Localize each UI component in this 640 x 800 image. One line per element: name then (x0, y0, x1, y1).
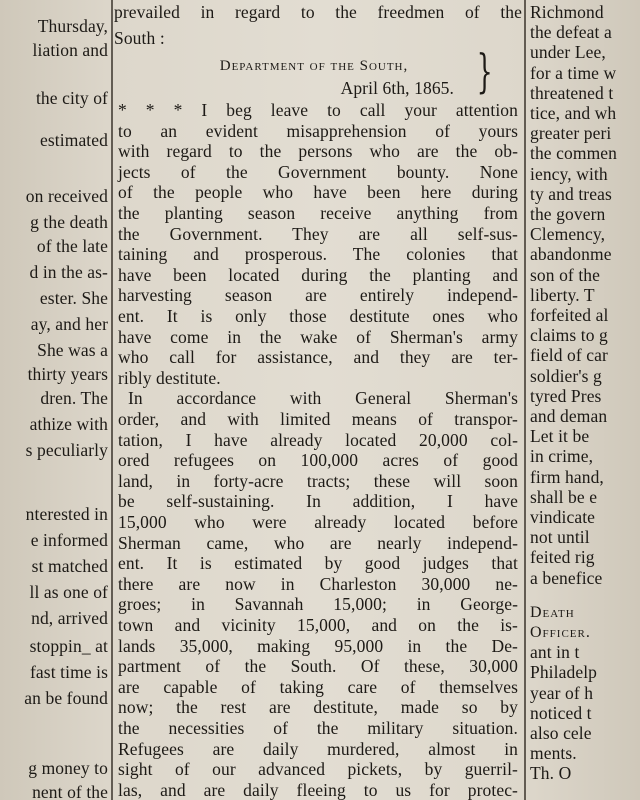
left-column (0, 0, 110, 800)
text-line: for a time w (530, 62, 617, 83)
text-line: d in the as- (29, 262, 108, 282)
text-line: Th. O (530, 763, 572, 784)
body-line: groes; in Savannah 15,000; in George- (118, 594, 518, 615)
text-line: stoppin_ at (29, 636, 108, 656)
text-line: Philadelp (530, 662, 598, 683)
body-line: partment of the South. Of these, 30,000 (118, 656, 518, 677)
text-line: ester. She (39, 288, 108, 308)
body-line: * * * I beg leave to call your attention (118, 100, 518, 120)
text-line: son of the (530, 264, 601, 285)
body-line: be self-sustaining. In addition, I have (118, 491, 518, 512)
text-line: g money to (28, 758, 108, 778)
dateline-brace: } (476, 44, 493, 98)
text-line: s peculiarly (25, 440, 108, 460)
text-line: She was a (37, 340, 108, 360)
body-line: of the people who have been here during (118, 182, 518, 203)
text-line: tice, and wh (530, 103, 617, 123)
text-line: ll as one of (29, 582, 108, 602)
text-line: a benefice (530, 567, 603, 588)
body-line: lands 35,000, making 95,000 in the De- (118, 635, 518, 656)
text-line: and deman (530, 406, 608, 426)
body-line: taining and prosperous. The colonies that (118, 244, 518, 265)
text-line: g the death (30, 212, 108, 232)
intro-line: South : (114, 28, 165, 48)
text-line: dren. The (40, 388, 108, 408)
text-line: forfeited al (530, 305, 609, 325)
text-line: Clemency, (530, 224, 606, 245)
text-line: shall be e (530, 486, 598, 507)
column-rule-left (111, 0, 113, 800)
text-line: athize with (29, 414, 108, 434)
text-line: the commen (530, 143, 618, 164)
body-line: with regard to the persons who are the ob- (118, 141, 518, 162)
body-line: ribly destitute. (118, 367, 221, 388)
body-line: land, in forty-acre tracts; these will soon (118, 470, 518, 491)
body-line: are capable of taking care of themselves (118, 676, 518, 697)
body-line: ored refugees on 100,000 acres of good (118, 450, 518, 471)
text-line: nent of the (32, 782, 108, 800)
body-line: Refugees are daily murdered, almost in (118, 738, 518, 759)
text-line: liberty. T (530, 284, 595, 305)
body-line: there are now in Charleston 30,000 ne- (118, 573, 518, 594)
intro-line: prevailed in regard to the freedmen of the (114, 2, 522, 22)
body-line: to an evident misapprehension of yours (118, 120, 518, 141)
dateline-place: Department of the South, (219, 58, 409, 74)
text-line: soldier's g (530, 365, 602, 386)
text-line: ty and treas (530, 183, 612, 204)
dateline-date: April 6th, 1865. (340, 78, 454, 98)
body-line: town and vicinity 15,000, and on the is- (118, 615, 518, 635)
text-line: claims to g (530, 325, 608, 346)
text-line: Thursday, (37, 16, 108, 36)
section-heading: Officer. (530, 624, 591, 641)
text-line: the city of (35, 88, 108, 108)
text-line: Let it be (530, 426, 590, 447)
text-line: under Lee, (530, 42, 606, 63)
text-line: fast time is (30, 662, 108, 682)
text-line: feited rig (530, 547, 595, 568)
body-line: now; the rest are destitute, made so by (118, 697, 518, 718)
column-rule-right (524, 0, 526, 800)
text-line: not until (530, 527, 590, 548)
body-line: have come in the wake of Sherman's army (118, 326, 518, 347)
text-line: ay, and her (30, 314, 108, 334)
text-line: the defeat a (530, 22, 612, 43)
text-line: iency, with (530, 163, 608, 184)
body-line: tation, I have already located 20,000 col- (118, 429, 518, 450)
text-line: field of car (530, 345, 608, 366)
body-line: the planting season receive anything from (118, 203, 518, 223)
right-column (528, 0, 640, 800)
text-line: also cele (530, 723, 592, 743)
text-line: firm hand, (530, 466, 604, 487)
text-line: thirty years (27, 364, 108, 384)
text-line: liation and (32, 40, 108, 60)
body-line: 15,000 who were already located before (118, 512, 518, 532)
text-line: st matched (31, 556, 108, 576)
body-line: In accordance with General Sherman's (128, 388, 518, 409)
text-line: e informed (30, 530, 108, 550)
body-line: las, and are daily fleeing to us for protec- (118, 779, 518, 800)
body-line: ent. It is only those destitute ones who (118, 306, 518, 326)
text-line: of the late (36, 236, 108, 256)
text-line: ant in t (530, 642, 580, 663)
body-line: who call for assistance, and they are ter- (118, 347, 518, 368)
section-heading: Death (530, 603, 575, 621)
text-line: tyred Pres (530, 385, 602, 406)
body-line: ent. It is estimated by good judges that (118, 553, 518, 574)
text-line: in crime, (530, 446, 594, 467)
text-line: nd, arrived (31, 608, 108, 628)
body-line: harvesting season are entirely independ- (118, 285, 518, 306)
text-line: Richmond (530, 2, 604, 22)
body-line: the necessities of the military situation. (118, 718, 518, 738)
text-line: the govern (530, 204, 606, 224)
text-line: greater peri (530, 123, 612, 144)
text-line: noticed t (530, 702, 592, 723)
body-line: order, and with limited means of transpor- (118, 409, 518, 429)
text-line: an be found (24, 688, 108, 708)
body-line: the Government. They are all self-sus- (118, 223, 518, 244)
text-line: vindicate (530, 507, 596, 527)
middle-column (114, 0, 522, 800)
body-line: jects of the Government bounty. None (118, 161, 518, 182)
text-line: abandonme (530, 244, 612, 265)
body-line: have been located during the planting and (118, 264, 518, 285)
text-line: threatened t (530, 82, 614, 103)
text-line: year of h (530, 682, 594, 703)
text-line: nterested in (25, 504, 108, 524)
body-line: sight of our advanced pickets, by guerril- (118, 759, 518, 780)
text-line: on received (25, 186, 108, 206)
body-line: Sherman came, who are nearly independ- (118, 532, 518, 553)
text-line: ments. (530, 743, 577, 764)
text-line: estimated (40, 130, 108, 150)
